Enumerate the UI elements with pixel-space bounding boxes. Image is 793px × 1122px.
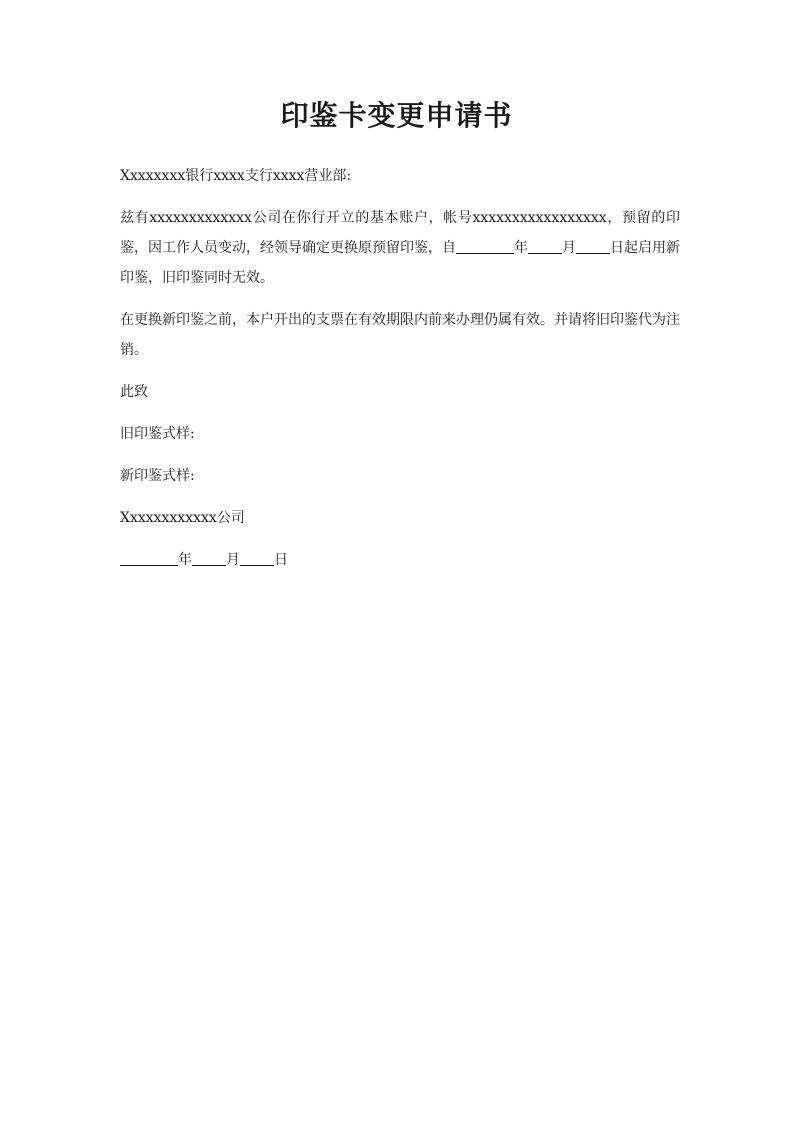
label-month: 月	[562, 240, 576, 256]
paragraph-validity: 在更换新印鉴之前，本户开出的支票在有效期限内前来办理仍属有效。并请将旧印鉴代为注销。	[120, 312, 680, 358]
date-label-year: 年	[178, 552, 192, 568]
paragraph-request-text-a: 兹有xxxxxxxxxxxxx公司在你行开立的基本账户，帐号xxxxxxxxxxxxxxxxx，预留的印鉴，因工作人员变动，经领导确定更换原预留印鉴，自	[120, 210, 680, 256]
document-title: 印鉴卡变更申请书	[280, 99, 513, 132]
date-label-month: 月	[226, 552, 240, 568]
closing-line: 此致	[120, 384, 148, 400]
signature-date-line	[120, 545, 680, 575]
old-seal-label: 旧印鉴式样:	[120, 426, 195, 442]
date-label-day: 日	[274, 552, 288, 568]
label-year: 年	[514, 240, 528, 256]
blank-year[interactable]	[456, 237, 514, 254]
document-body	[120, 161, 680, 587]
company-signature: Xxxxxxxxxxxx公司	[120, 510, 245, 526]
date-blank-day[interactable]	[240, 549, 274, 566]
new-seal-label: 新印鉴式样:	[120, 468, 195, 484]
paragraph-request	[120, 203, 680, 293]
date-blank-year[interactable]	[120, 549, 178, 566]
date-blank-month[interactable]	[192, 549, 226, 566]
addressee-line: Xxxxxxxx银行xxxx支行xxxx营业部:	[120, 168, 352, 184]
blank-day[interactable]	[576, 237, 610, 254]
blank-month[interactable]	[528, 237, 562, 254]
paragraph-request-text-b: 日起启用新印鉴，旧印鉴同时无效。	[120, 240, 680, 286]
